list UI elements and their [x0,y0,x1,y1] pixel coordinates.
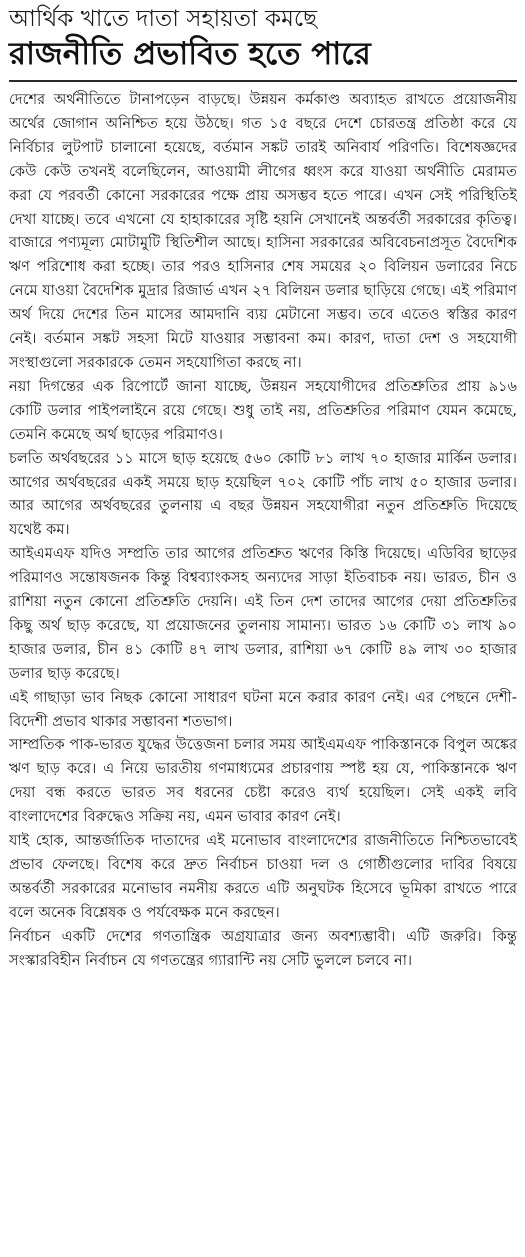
article-kicker: আর্থিক খাতে দাতা সহায়তা কমছে [9,6,318,32]
article-header [9,4,517,82]
article-body [9,88,517,973]
paragraph-3: চলতি অর্থবছরের ১১ মাসে ছাড় হয়েছে ৫৬০ কোটি ৮১ লাখ ৭০ হাজার মার্কিন ডলার। আগের অর্থবছরের একই সময়ে ছাড় হয়েছিল ৭০২ কোটি পাঁচ লাখ ৫০ হাজার ডলার। আর আগের অর্থবছরের তুলনায় এ বছর উন্নয়ন সহযোগীরা নতুন প্রতিশ্রুতি দিয়েছে যথেষ্ট কম। [9,449,517,539]
paragraph-7: যাই হোক, আন্তর্জাতিক দাতাদের এই মনোভাব বাংলাদেশের রাজনীতিতে নিশ্চিতভাবেই প্রভাব ফেলছে। বিশেষ করে দ্রুত নির্বাচন চাওয়া দল ও গোষ্ঠীগুলোর দাবির বিষয়ে অন্তর্বর্তী সরকারের মনোভাব নমনীয় করতে এটি অনুঘটক হিসেবে ভূমিকা রাখতে পারে বলে অনেক বিশ্লেষক ও পর্যবেক্ষক মনে করছেন। [9,832,517,921]
paragraph-1: দেশের অর্থনীতিতে টানাপড়েন বাড়ছে। উন্নয়ন কর্মকাণ্ড অব্যাহত রাখতে প্রয়োজনীয় অর্থের জোগান অনিশ্চিত হয়ে উঠছে। গত ১৫ বছরে দেশে চোরতন্ত্র প্রতিষ্ঠা করে যে নির্বিচার লুটপাট চালানো হয়েছে, বর্তমান সঙ্কট তারই অনিবার্য পরিণতি। বিশেষজ্ঞদের কেউ কেউ তখনই বলেছিলেন, আওয়ামী লীগের ধ্বংস করে যাওয়া অর্থনীতি মেরামত করা যে পরবর্তী কোনো সরকারের পক্ষে প্রায় অসম্ভব হতে পারে। এখন সেই পরিস্থিতিই দেখা যাচ্ছে। তবে এখনো যে হাহাকারের সৃষ্টি হয়নি সেখানেই অন্তর্বর্তী সরকারের কৃতিত্ব। বাজারে পণ্যমূল্য মোটামুটি স্থিতিশীল আছে। হাসিনা সরকারের অবিবেচনাপ্রসূত বৈদেশিক ঋণ পরিশোধ করা হচ্ছে। তার পরও হাসিনার শেষ সময়ের ২০ বিলিয়ন ডলারের নিচে নেমে যাওয়া বৈদেশিক মুদ্রার রিজার্ভ এখন ২৭ বিলিয়ন ডলার ছাড়িয়ে গেছে। এই পরিমাণ অর্থ দিয়ে দেশের তিন মাসের আমদানি ব্যয় মেটানো সম্ভব। তবে এতেও স্বস্তির কারণ নেই। বর্তমান সঙ্কট সহসা মিটে যাওয়ার সম্ভাবনা কম। কারণ, দাতা দেশ ও সহযোগী সংস্থাগুলো সরকারকে তেমন সহযোগিতা করছে না। [9,91,517,371]
paragraph-2: নয়া দিগন্তের এক রিপোর্টে জানা যাচ্ছে, উন্নয়ন সহযোগীদের প্রতিশ্রুতির প্রায় ৯১৬ কোটি ডলার পাইপলাইনে রয়ে গেছে। শুধু তাই নয়, প্রতিশ্রুতির পরিমাণ যেমন কমেছে, তেমনি কমেছে অর্থ ছাড়ের পরিমাণও। [9,377,517,443]
paragraph-5: এই গাছাড়া ভাব নিছক কোনো সাধারণ ঘটনা মনে করার কারণ নেই। এর পেছনে দেশী-বিদেশী প্রভাব থাকার সম্ভাবনা শতভাগ। [9,688,517,730]
paragraph-4: আইএমএফ যদিও সম্প্রতি তার আগের প্রতিশ্রুত ঋণের কিস্তি দিয়েছে। এডিবির ছাড়ের পরিমাণও সন্তোষজনক কিন্তু বিশ্বব্যাংকসহ অন্যদের সাড়া ইতিবাচক নয়। ভারত, চীন ও রাশিয়া নতুন কোনো প্রতিশ্রুতি দেয়নি। এই তিন দেশ তাদের আগের দেয়া প্রতিশ্রুতির কিছু অর্থ ছাড় করেছে, যা প্রয়োজনের তুলনায় সামান্য। ভারত ১৬ কোটি ৩১ লাখ ৯০ হাজার ডলার, চীন ৪১ কোটি ৪৭ লাখ ডলার, রাশিয়া ৬৭ কোটি ৪৯ লাখ ৩০ হাজার ডলার ছাড় করেছে। [9,545,517,682]
paragraph-8: নির্বাচন একটি দেশের গণতান্ত্রিক অগ্রযাত্রার জন্য অবশ্যম্ভাবী। এটি জরুরি। কিন্তু সংস্কারবিহীন নির্বাচন যে গণতন্ত্রের গ্যারান্টি নয় সেটি ভুললে চলবে না। [9,927,517,969]
article-headline: রাজনীতি প্রভাবিত হতে পারে [9,36,371,72]
paragraph-6: সাম্প্রতিক পাক-ভারত যুদ্ধের উত্তেজনা চলার সময় আইএমএফ পাকিস্তানকে বিপুল অঙ্কের ঋণ ছাড় করে। এ নিয়ে ভারতীয় গণমাধ্যমের প্রচারণায় স্পষ্ট হয় যে, পাকিস্তানকে ঋণ দেয়া বন্ধ করতে ভারত সব ধরনের চেষ্টা করেও ব্যর্থ হয়েছিল। সেই একই লবি বাংলাদেশের বিরুদ্ধেও সক্রিয় নয়, এমন ভাবার কারণ নেই। [9,736,517,826]
